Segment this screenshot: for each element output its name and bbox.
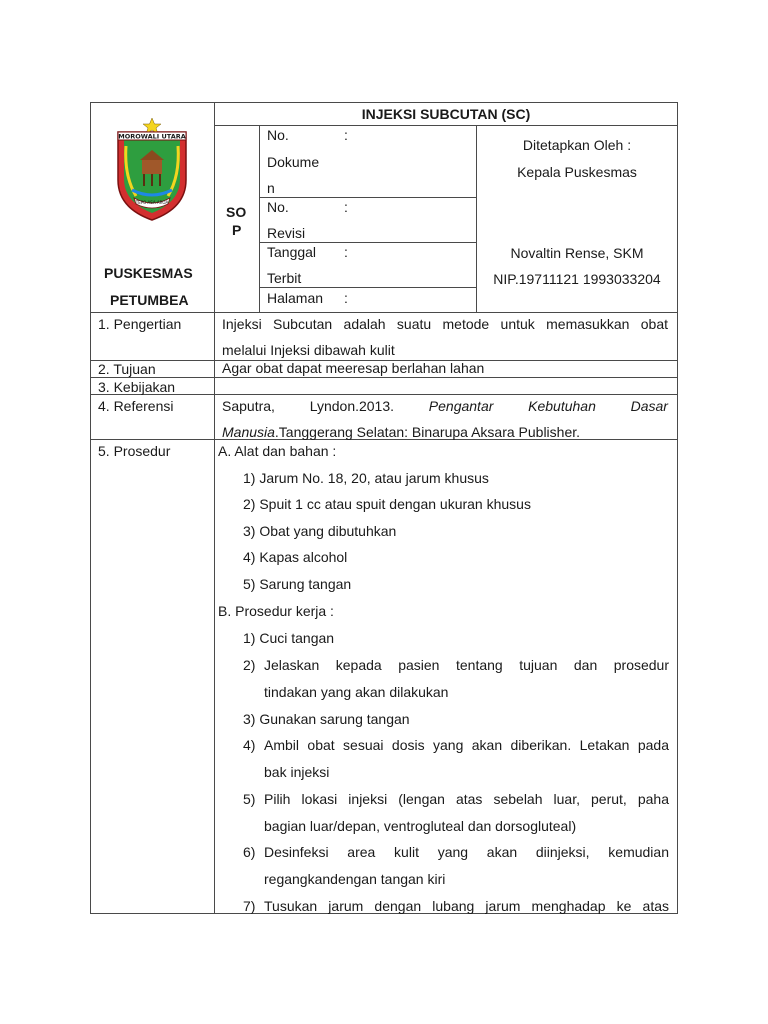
ref-word3: Dasar bbox=[630, 398, 668, 414]
pengertian-line2: melalui Injeksi dibawah kulit bbox=[222, 342, 395, 358]
ditetapkan-label: Ditetapkan Oleh : bbox=[522, 137, 632, 153]
document-title: INJEKSI SUBCUTAN (SC) bbox=[361, 106, 531, 122]
pengertian-line1 bbox=[222, 315, 668, 333]
label-prosedur: 5. Prosedur bbox=[98, 443, 171, 459]
prosedur-b-item-5-line1: Pilih lokasi injeksi (lengan atas sebelah luar, perut, paha bbox=[264, 791, 669, 807]
signer-name: Novaltin Rense, SKM bbox=[510, 245, 644, 261]
field-no-dokumen-colon: : bbox=[344, 127, 348, 143]
field-tanggal-colon: : bbox=[344, 244, 348, 260]
ref-word1: Pengantar bbox=[428, 398, 494, 414]
prosedur-a-item-1: 1) Jarum No. 18, 20, atau jarum khusus bbox=[243, 470, 489, 486]
org-name-line2: PETUMBEA bbox=[110, 292, 189, 308]
logo-banner-text: MOROWALI UTARA bbox=[118, 132, 186, 141]
referensi-line1 bbox=[222, 397, 668, 415]
prosedur-b-item-2-num: 2) bbox=[243, 657, 256, 673]
field-tanggal-label1: Tanggal bbox=[267, 244, 317, 260]
logo-ribbon-text: TEPO ASA AROA bbox=[135, 200, 169, 205]
field-no-revisi-label1: No. bbox=[267, 199, 289, 215]
ref-year: Lyndon.2013. bbox=[309, 398, 395, 414]
prosedur-a-item-2: 2) Spuit 1 cc atau spuit dengan ukuran khusus bbox=[243, 496, 531, 512]
org-name-line1: PUSKESMAS bbox=[104, 265, 193, 281]
prosedur-b-head: B. Prosedur kerja : bbox=[218, 603, 334, 619]
label-kebijakan: 3. Kebijakan bbox=[98, 379, 176, 395]
field-no-dokumen-label2: Dokume bbox=[267, 154, 320, 170]
ref-rest: .Tanggerang Selatan: Binarupa Aksara Publisher. bbox=[274, 424, 581, 440]
sop-label-line1: SO bbox=[226, 204, 247, 220]
signer-nip: NIP.19711121 1993033204 bbox=[493, 271, 661, 287]
referensi-line2 bbox=[222, 423, 580, 441]
field-no-dokumen-label3: n bbox=[267, 180, 275, 196]
prosedur-b-item-2-line2: tindakan yang akan dilakukan bbox=[264, 684, 449, 700]
kepala-label: Kepala Puskesmas bbox=[517, 164, 637, 180]
field-no-revisi-colon: : bbox=[344, 199, 348, 215]
prosedur-a-head: A. Alat dan bahan : bbox=[218, 443, 337, 459]
pengertian-line1-text: Injeksi Subcutan adalah suatu metode untuk memasukkan obat bbox=[222, 316, 668, 332]
label-referensi: 4. Referensi bbox=[98, 398, 174, 414]
sop-label-line2: P bbox=[232, 222, 242, 238]
label-pengertian: 1. Pengertian bbox=[98, 316, 182, 332]
prosedur-a-item-4: 4) Kapas alcohol bbox=[243, 549, 348, 565]
tujuan-text: Agar obat dapat meeresap berlahan lahan bbox=[222, 360, 485, 376]
puskesmas-logo bbox=[114, 116, 190, 224]
label-tujuan: 2. Tujuan bbox=[98, 361, 156, 377]
prosedur-b-item-4-line2: bak injeksi bbox=[264, 764, 330, 780]
field-halaman-label1: Halaman bbox=[267, 290, 324, 306]
prosedur-b-item-2-line1: Jelaskan kepada pasien tentang tujuan dan prosedur bbox=[264, 657, 669, 673]
prosedur-a-item-5: 5) Sarung tangan bbox=[243, 576, 352, 592]
ref-author: Saputra, bbox=[222, 398, 275, 414]
prosedur-b-item-6-line1: Desinfeksi area kulit yang akan diinjeksi, kemudian bbox=[264, 844, 669, 860]
ref-italic2: Manusia bbox=[222, 424, 275, 440]
prosedur-b-item-3: 3) Gunakan sarung tangan bbox=[243, 711, 410, 727]
prosedur-b-item-7-num: 7) bbox=[243, 898, 256, 914]
prosedur-b-item-1: 1) Cuci tangan bbox=[243, 630, 335, 646]
prosedur-b-item-6-num: 6) bbox=[243, 844, 256, 860]
prosedur-b-item-6-line2: regangkandengan tangan kiri bbox=[264, 871, 446, 887]
prosedur-b-item-5-line2: bagian luar/depan, ventrogluteal dan dorsogluteal) bbox=[264, 818, 577, 834]
prosedur-a-item-3: 3) Obat yang dibutuhkan bbox=[243, 523, 397, 539]
field-halaman-colon: : bbox=[344, 290, 348, 306]
prosedur-b-item-7-line1: Tusukan jarum dengan lubang jarum menghadap ke atas bbox=[264, 898, 669, 914]
ref-word2: Kebutuhan bbox=[528, 398, 596, 414]
prosedur-b-item-4-line1: Ambil obat sesuai dosis yang akan diberikan. Letakan pada bbox=[264, 737, 669, 753]
prosedur-b-item-4-num: 4) bbox=[243, 737, 256, 753]
field-no-dokumen-label1: No. bbox=[267, 127, 289, 143]
prosedur-b-item-5-num: 5) bbox=[243, 791, 256, 807]
field-no-revisi-label2: Revisi bbox=[267, 225, 306, 241]
field-tanggal-label2: Terbit bbox=[267, 270, 302, 286]
